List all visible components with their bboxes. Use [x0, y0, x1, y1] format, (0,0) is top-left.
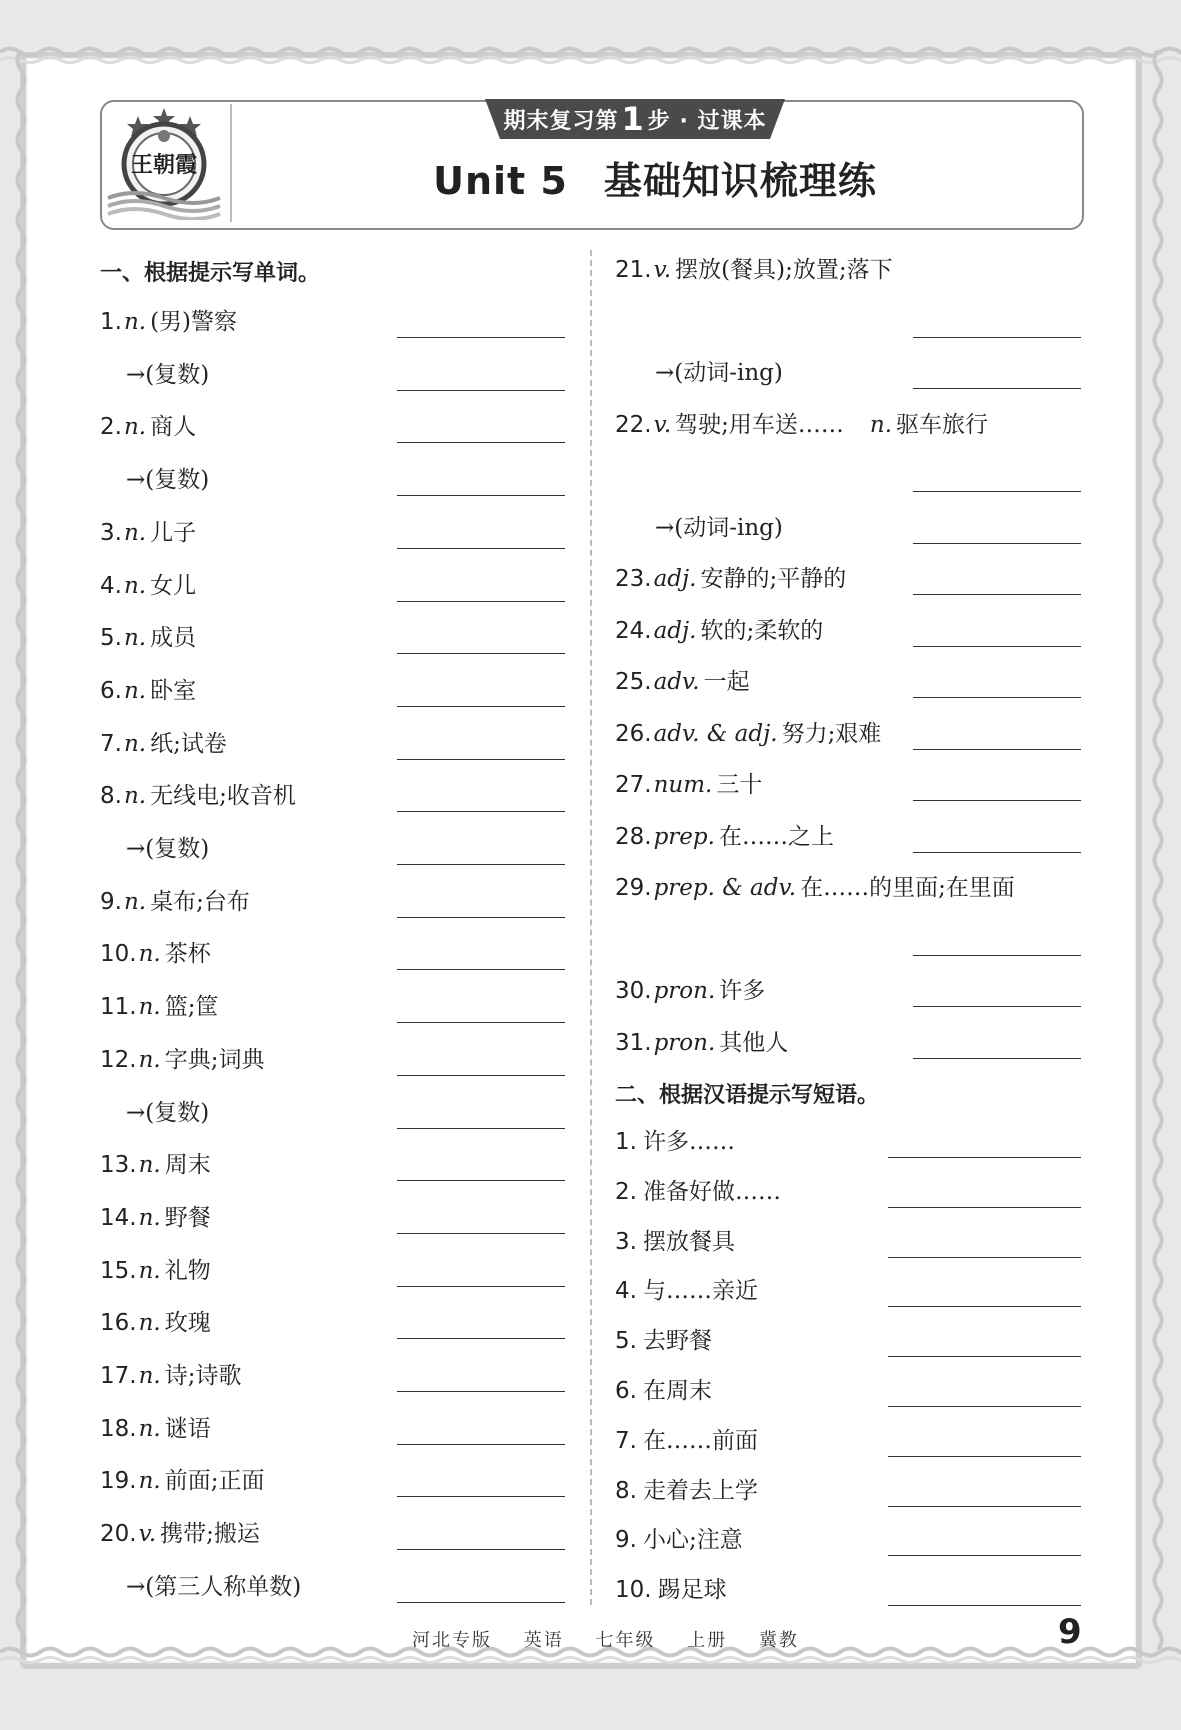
answer-blank[interactable]	[913, 1058, 1081, 1059]
word-item	[615, 250, 1080, 290]
title-text: 基础知识梳理练	[603, 159, 877, 203]
word-item	[100, 829, 566, 869]
chinese-hint: 携带;搬运	[160, 1521, 260, 1548]
phrase-item	[615, 1222, 1080, 1262]
word-item	[100, 1356, 566, 1396]
item-number: 3.	[615, 1228, 637, 1255]
part-of-speech: adj.	[653, 617, 697, 644]
item-number: 6.	[100, 677, 122, 704]
part-of-speech: n.	[138, 1046, 161, 1073]
answer-blank[interactable]	[397, 1233, 565, 1234]
chinese-hint: 卧室	[150, 677, 197, 704]
footer-info	[412, 1626, 823, 1652]
answer-blank[interactable]	[397, 1128, 565, 1129]
chinese-hint: 野餐	[164, 1204, 211, 1231]
answer-blank[interactable]	[397, 442, 565, 443]
chinese-hint: →(复数)	[126, 1099, 210, 1126]
wave-border-left	[6, 50, 36, 1650]
part-of-speech: n.	[123, 730, 147, 757]
answer-blank[interactable]	[397, 495, 565, 496]
brand-logo-seal	[104, 106, 224, 220]
item-number: 29.	[615, 875, 652, 901]
item-number: 16.	[100, 1310, 137, 1337]
chinese-hint: 三十	[716, 772, 763, 798]
chinese-hint: 桌布;台布	[150, 888, 250, 915]
page-title	[230, 150, 1080, 205]
item-number: 12.	[100, 1046, 137, 1073]
item-number: 5.	[615, 1328, 637, 1355]
part-of-speech: n.	[138, 1363, 161, 1389]
answer-blank[interactable]	[888, 1306, 1081, 1307]
item-number: 1.	[100, 309, 122, 335]
footer-volume: 上册	[687, 1630, 728, 1651]
phrase-item	[615, 1421, 1080, 1461]
chinese-hint: 纸;试卷	[150, 730, 227, 757]
answer-blank[interactable]	[397, 337, 565, 338]
word-item	[100, 1198, 566, 1238]
answer-blank[interactable]	[397, 706, 565, 707]
item-number: 13.	[100, 1152, 137, 1179]
word-item	[615, 971, 1080, 1011]
word-item	[615, 559, 1080, 599]
item-number: 6.	[615, 1378, 637, 1404]
part-of-speech: n.	[123, 677, 147, 704]
word-item	[100, 1461, 566, 1501]
part-of-speech: v.	[653, 257, 672, 283]
word-item	[100, 671, 566, 711]
answer-blank[interactable]	[397, 1602, 565, 1603]
word-item	[100, 1303, 566, 1343]
chinese-hint: →(动词-ing)	[655, 360, 783, 386]
word-item	[100, 1093, 566, 1133]
chinese-hint: 篮;筐	[164, 994, 219, 1021]
chinese-hint: 谜语	[164, 1415, 211, 1442]
item-number: 7.	[615, 1427, 637, 1454]
part-of-speech: n.	[123, 625, 147, 652]
chinese-hint: 前面;正面	[164, 1468, 265, 1495]
answer-blank[interactable]	[888, 1506, 1081, 1507]
part-of-speech: v.	[138, 1521, 157, 1548]
item-number: 25.	[615, 669, 652, 695]
answer-blank[interactable]	[397, 1391, 565, 1392]
item-number: 3.	[100, 519, 122, 546]
banner-prefix: 期末复习第	[503, 108, 619, 134]
part-of-speech: n.	[138, 994, 161, 1021]
chinese-hint: 安静的;平静的	[700, 566, 847, 592]
part-of-speech: n.	[123, 519, 147, 546]
word-item	[615, 508, 1080, 548]
part-of-speech: adj.	[653, 566, 697, 592]
wave-border-top	[0, 36, 1181, 66]
page-number: 9	[1058, 1612, 1082, 1652]
answer-blank[interactable]	[913, 800, 1081, 801]
item-number: 30.	[615, 978, 652, 1004]
chinese-hint: 诗;诗歌	[164, 1363, 242, 1389]
word-item	[100, 407, 566, 447]
part-of-speech: n.	[138, 1310, 161, 1337]
word-item	[100, 882, 566, 922]
item-number: 9.	[100, 888, 122, 915]
word-item	[100, 1567, 566, 1607]
answer-blank[interactable]	[397, 864, 565, 865]
item-number: 23.	[615, 566, 652, 592]
answer-blank[interactable]	[888, 1157, 1081, 1158]
chinese-hint: 玫瑰	[164, 1310, 211, 1337]
answer-blank[interactable]	[888, 1456, 1081, 1457]
item-number: 15.	[100, 1257, 137, 1284]
part-of-speech: n.	[138, 1257, 161, 1284]
footer-grade: 七年级	[595, 1630, 656, 1651]
phrase-item	[615, 1471, 1080, 1511]
part-of-speech: n.	[138, 1204, 161, 1231]
part-of-speech: pron.	[653, 1029, 716, 1056]
item-number: 20.	[100, 1521, 137, 1548]
answer-blank[interactable]	[888, 1555, 1081, 1556]
answer-blank[interactable]	[397, 1075, 565, 1076]
part-of-speech: n.	[138, 1152, 161, 1179]
answer-blank[interactable]	[397, 548, 565, 549]
answer-blank[interactable]	[913, 1006, 1081, 1007]
unit-label: Unit 5	[433, 159, 568, 203]
answer-blank[interactable]	[913, 749, 1081, 750]
logo-text: 王朝霞	[130, 152, 198, 178]
item-number: 21.	[615, 257, 652, 283]
word-item	[100, 355, 566, 395]
chinese-hint: 走着去上学	[642, 1477, 758, 1504]
item-number: 9.	[615, 1527, 637, 1554]
part-of-speech: n.	[123, 309, 147, 335]
word-item	[100, 1409, 566, 1449]
item-number: 22.	[615, 411, 652, 438]
chinese-hint: 许多	[719, 978, 766, 1004]
word-item	[615, 302, 1080, 342]
item-number: 7.	[100, 730, 122, 757]
word-item	[615, 1023, 1080, 1063]
answer-blank[interactable]	[913, 491, 1081, 492]
answer-blank[interactable]	[397, 1549, 565, 1550]
item-number: 2.	[615, 1178, 637, 1205]
section2-title: 二、根据汉语提示写短语。	[615, 1083, 880, 1108]
chinese-hint: 软的;柔软的	[700, 617, 824, 644]
item-number: 1.	[615, 1129, 637, 1155]
word-item	[100, 724, 566, 764]
answer-blank[interactable]	[397, 1022, 565, 1023]
answer-blank[interactable]	[397, 1286, 565, 1287]
word-item	[615, 868, 1080, 908]
item-number: 11.	[100, 994, 137, 1021]
part-of-speech: n.	[123, 783, 147, 810]
item-number: 14.	[100, 1204, 137, 1231]
footer-subject: 英语	[523, 1630, 564, 1651]
answer-blank[interactable]	[397, 969, 565, 970]
answer-blank[interactable]	[397, 653, 565, 654]
word-item	[100, 934, 566, 974]
part-of-speech: n.	[123, 414, 147, 441]
chinese-hint: 准备好做……	[642, 1178, 781, 1205]
chinese-hint: 一起	[703, 669, 750, 695]
answer-blank[interactable]	[913, 543, 1081, 544]
wave-border-right	[1143, 50, 1173, 1650]
chinese-hint: 努力;艰难	[781, 720, 882, 747]
part-of-speech: n.	[138, 1468, 161, 1495]
chinese-hint: 在……的里面;在里面	[800, 875, 1015, 901]
word-item	[100, 566, 566, 606]
answer-blank[interactable]	[397, 1444, 565, 1445]
part-of-speech: pron.	[653, 978, 716, 1004]
chinese-hint: →(动词-ing)	[655, 514, 783, 541]
item-number: 4.	[615, 1278, 637, 1305]
answer-blank[interactable]	[913, 955, 1081, 956]
word-item	[615, 405, 1080, 445]
answer-blank[interactable]	[397, 1338, 565, 1339]
word-item	[615, 456, 1080, 496]
word-item	[100, 1040, 566, 1080]
banner-text	[485, 99, 785, 139]
word-item	[615, 765, 1080, 805]
answer-blank[interactable]	[888, 1406, 1081, 1407]
word-item	[100, 1514, 566, 1554]
answer-blank[interactable]	[913, 646, 1081, 647]
phrase-item	[615, 1172, 1080, 1212]
word-item	[100, 513, 566, 553]
item-number: 10.	[100, 941, 137, 968]
word-item	[100, 987, 566, 1027]
answer-blank[interactable]	[397, 601, 565, 602]
item-number: 8.	[615, 1477, 637, 1504]
word-item	[615, 662, 1080, 702]
word-item	[615, 611, 1080, 651]
chinese-hint: 驱车旅行	[896, 411, 989, 438]
item-number: 27.	[615, 772, 652, 798]
chinese-hint: 字典;词典	[164, 1046, 265, 1073]
chinese-hint: 摆放(餐具);放置;落下	[675, 257, 893, 283]
chinese-hint: 礼物	[164, 1257, 211, 1284]
part-of-speech: prep.	[653, 823, 715, 850]
banner-step-number: 1	[621, 100, 645, 138]
item-number: 5.	[100, 625, 122, 652]
chinese-hint: (男)警察	[150, 309, 238, 335]
word-item	[615, 714, 1080, 754]
item-number: 4.	[100, 572, 122, 599]
part-of-speech: adv. & adj.	[653, 720, 778, 747]
answer-blank[interactable]	[397, 1496, 565, 1497]
item-number: 2.	[100, 414, 122, 441]
answer-blank[interactable]	[913, 337, 1081, 338]
word-item	[615, 817, 1080, 857]
part-of-speech: n.	[123, 572, 147, 599]
phrase-item	[615, 1371, 1080, 1411]
answer-blank[interactable]	[397, 1180, 565, 1181]
phrase-item	[615, 1520, 1080, 1560]
answer-blank[interactable]	[888, 1356, 1081, 1357]
part-of-speech: n.	[869, 411, 893, 438]
phrase-item	[615, 1570, 1080, 1610]
item-number: 10.	[615, 1577, 652, 1604]
chinese-hint: 儿子	[150, 519, 197, 546]
answer-blank[interactable]	[913, 852, 1081, 853]
chinese-hint: →(复数)	[126, 361, 210, 388]
word-item	[100, 618, 566, 658]
column-divider	[590, 250, 592, 1605]
chinese-hint: 周末	[164, 1152, 211, 1179]
chinese-hint: 在周末	[642, 1378, 712, 1404]
part-of-speech: adv.	[653, 669, 700, 695]
answer-blank[interactable]	[397, 390, 565, 391]
footer-edition: 河北专版	[412, 1630, 492, 1651]
chinese-hint: 无线电;收音机	[150, 783, 296, 810]
part-of-speech: n.	[138, 941, 161, 968]
answer-blank[interactable]	[913, 594, 1081, 595]
item-number: 31.	[615, 1029, 652, 1056]
part-of-speech: v.	[653, 411, 672, 438]
part-of-speech: num.	[653, 772, 713, 798]
word-item	[100, 1251, 566, 1291]
chinese-hint: 许多……	[642, 1129, 735, 1155]
chinese-hint: 驾驶;用车送……	[675, 411, 844, 438]
item-number: 19.	[100, 1468, 137, 1495]
word-item	[100, 302, 566, 342]
word-item	[100, 1145, 566, 1185]
item-number: 8.	[100, 783, 122, 810]
item-number: 17.	[100, 1363, 137, 1389]
chinese-hint: 在……前面	[642, 1427, 758, 1454]
banner-suffix: 步 · 过课本	[647, 108, 767, 134]
chinese-hint: 其他人	[719, 1029, 789, 1056]
part-of-speech: n.	[123, 888, 147, 915]
chinese-hint: 在……之上	[718, 823, 834, 850]
phrase-item	[615, 1271, 1080, 1311]
phrase-item	[615, 1321, 1080, 1361]
part-of-speech: prep. & adv.	[653, 875, 797, 901]
footer-publisher: 冀教	[758, 1630, 799, 1651]
word-item	[100, 460, 566, 500]
chinese-hint: 小心;注意	[642, 1527, 743, 1554]
section1-title: 一、根据提示写单词。	[100, 261, 321, 286]
answer-blank[interactable]	[888, 1257, 1081, 1258]
chinese-hint: →(复数)	[126, 836, 210, 862]
chinese-hint: →(第三人称单数)	[126, 1573, 302, 1600]
chinese-hint: →(复数)	[126, 467, 210, 494]
chinese-hint: 去野餐	[642, 1328, 712, 1355]
answer-blank[interactable]	[397, 917, 565, 918]
chinese-hint: 踢足球	[657, 1577, 727, 1604]
chinese-hint: 茶杯	[164, 941, 211, 968]
answer-blank[interactable]	[913, 388, 1081, 389]
part-of-speech: n.	[138, 1415, 161, 1442]
item-number: 28.	[615, 823, 652, 850]
item-number: 18.	[100, 1415, 137, 1442]
answer-blank[interactable]	[397, 811, 565, 812]
word-item	[100, 776, 566, 816]
chinese-hint: 商人	[150, 414, 197, 441]
phrase-item	[615, 1122, 1080, 1162]
word-item	[615, 920, 1080, 960]
word-item	[615, 353, 1080, 393]
chinese-hint: 与……亲近	[642, 1278, 758, 1305]
item-number: 24.	[615, 617, 652, 644]
answer-blank[interactable]	[913, 697, 1081, 698]
chinese-hint: 成员	[150, 625, 197, 652]
item-number: 26.	[615, 720, 652, 747]
answer-blank[interactable]	[888, 1207, 1081, 1208]
answer-blank[interactable]	[888, 1605, 1081, 1606]
answer-blank[interactable]	[397, 759, 565, 760]
chinese-hint: 摆放餐具	[642, 1228, 735, 1255]
chinese-hint: 女儿	[150, 572, 197, 599]
